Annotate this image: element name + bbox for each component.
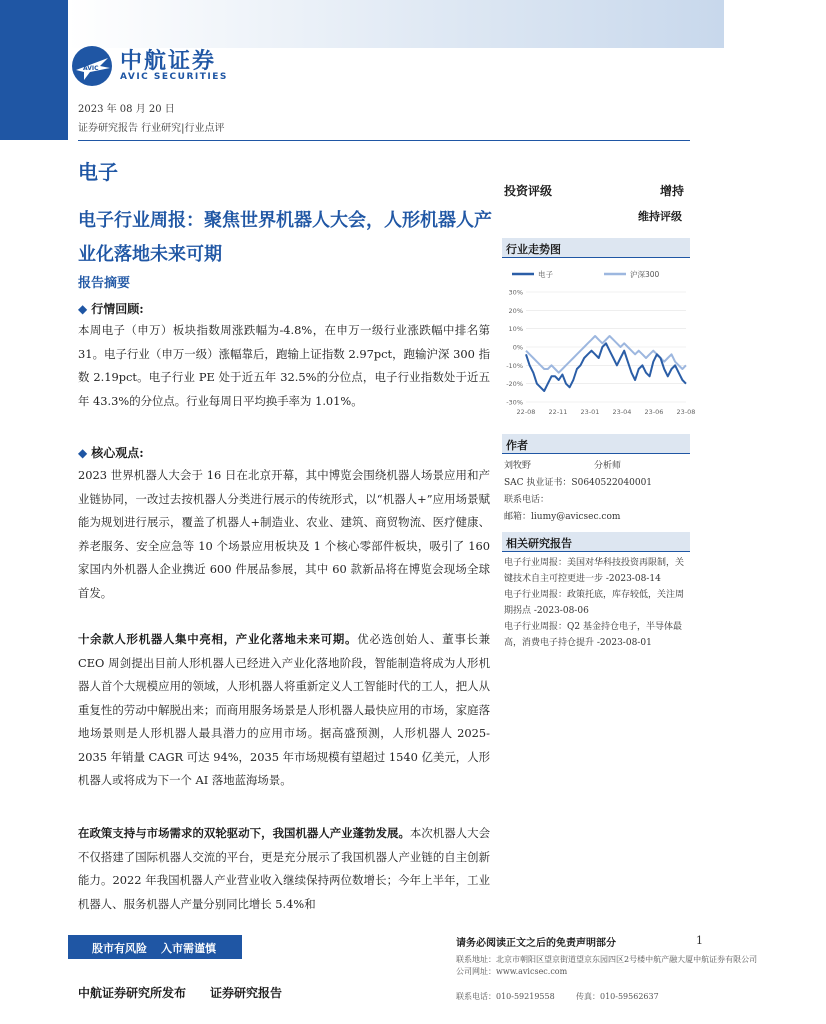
header-divider	[78, 140, 690, 141]
market-review-heading	[78, 300, 144, 317]
related-report-item[interactable]: 电子行业周报：美国对华科技投资再限制，关键技术自主可控更进一步 -2023-08-14	[504, 558, 685, 584]
industry-trend-chart	[502, 262, 696, 430]
analyst-role: 分析师	[594, 461, 622, 471]
sac-number: S0640522040001	[571, 478, 653, 488]
page-number: 1	[696, 934, 703, 947]
logo-english-name: AVIC SECURITIES	[120, 72, 228, 82]
invest-caution-label: 入市需谨慎	[161, 942, 216, 955]
email-address[interactable]: liumy@avicsec.com	[531, 512, 621, 522]
footer-publisher	[78, 984, 306, 1001]
y-tick-label: 0%	[512, 343, 523, 352]
y-tick-label: -10%	[506, 361, 523, 370]
core-views-paragraph-3	[78, 822, 490, 916]
core-views-paragraph-2-lead: 十余款人形机器人集中亮相，产业化落地未来可期。	[78, 632, 358, 646]
authors-heading: 作者	[502, 434, 690, 454]
x-tick-label: 23-06	[644, 408, 664, 416]
logo-chinese-name: 中航证券	[120, 49, 217, 74]
footer-website: 公司网址：www.avicsec.com	[456, 967, 568, 976]
related-report-item[interactable]: 电子行业周报：政策托底，库存较低，关注周期拐点 -2023-08-06	[504, 590, 685, 616]
header-gradient-band	[68, 0, 724, 48]
y-tick-label: -20%	[506, 380, 523, 389]
footer-fax: 传真：010-59562637	[576, 992, 659, 1001]
y-tick-label: -30%	[506, 398, 523, 407]
sac-certificate	[504, 475, 652, 488]
footer-phone: 联系电话：010-59219558	[456, 992, 555, 1001]
core-views-paragraph-3-body: 本次机器人大会不仅搭建了国际机器人交流的平台，更是充分展示了我国机器人产业链的自主创新能力。2022 年我国机器人产业营业收入继续保持两位数增长；今年上半年，工业机器人、服务机器人产量分别同比增长 5.4%和	[78, 826, 490, 911]
x-tick-label: 23-04	[612, 408, 632, 416]
investment-rating-label: 投资评级	[504, 184, 553, 198]
svg-text:AVIC: AVIC	[83, 65, 99, 72]
rating-maintained: 维持评级	[638, 210, 682, 223]
core-views-paragraph-2-body: 优必选创始人、董事长兼 CEO 周剑提出目前人形机器人已经进入产业化落地阶段，智能制造将成为人形机器人首个大规模应用的领域，人形机器人将重新定义人工智能时代的工人，把人从重复性的劳动中解脱出来；而商用服务场景是人形机器人最快应用的市场，家庭落地场景则是人形机器人最具潜力的应用市场。据高盛预测，人形机器人 2025-2035 年销量 CAGR 可达 94%，2035 年市场规模有望超过 1540 亿美元，人形机器人或将成为下一个 AI 落地蓝海场景。	[78, 632, 490, 787]
core-views-heading	[78, 444, 144, 461]
report-date: 2023 年 08 月 20 日	[78, 104, 175, 115]
legend-label: 电子	[538, 270, 553, 279]
company-logo	[70, 42, 240, 92]
report-category-label: 证券研究报告	[210, 986, 283, 1000]
x-tick-label: 22-08	[516, 408, 536, 416]
analyst-email	[504, 509, 620, 522]
core-views-paragraph-2	[78, 628, 490, 793]
core-views-paragraph-3-lead: 在政策支持与市场需求的双轮驱动下，我国机器人产业蓬勃发展。	[78, 826, 410, 840]
y-tick-label: 20%	[508, 306, 523, 315]
disclaimer-notice: 请务必阅读正文之后的免责声明部分	[456, 938, 616, 949]
abstract-heading: 报告摘要	[78, 276, 131, 291]
industry-trend-heading: 行业走势图	[502, 238, 690, 258]
series-line-csi300	[526, 336, 686, 373]
analyst-name: 刘牧野	[504, 461, 532, 471]
footer-address: 联系地址：北京市朝阳区望京街道望京东园四区2号楼中航产融大厦中航证券有限公司	[456, 955, 758, 964]
contact-phone-label: 联系电话：	[504, 495, 550, 505]
related-reports-heading: 相关研究报告	[502, 532, 690, 552]
x-tick-label: 22-11	[548, 408, 568, 416]
market-review-text: 本周电子（申万）板块指数周涨跌幅为-4.8%，在申万一级行业涨跌幅中排名第31。电子行业（申万一级）涨幅靠后，跑输上证指数 2.97pct，跑输沪深 300 指数 2.19pct。电子行业 PE 处于近五年 32.5%的分位点，电子行业指数处于近五年 43.3%的分位点。行业每周日平均换手率为 1.01%。	[78, 323, 490, 408]
market-review-heading-text: 行情回顾:	[91, 302, 144, 316]
legend-label: 沪深300	[630, 270, 660, 279]
risk-warning-bar	[68, 935, 242, 959]
core-views-paragraph-1: 2023 世界机器人大会于 16 日在北京开幕，其中博览会围绕机器人场景应用和产业链协同，一改过去按机器人分类进行展示的传统形式，以“机器人+”应用场景赋能为规划进行展示，覆盖了机器人+制造业、农业、建筑、商贸物流、医疗健康、养老服务、安全应急等 10 个场景应用板块及 1 个核心零部件板块，吸引了 160 家国内外机器人企业携近 600 件展品参展，其中 60 款新品将在博览会现场全球首发。	[78, 468, 490, 600]
y-tick-label: 30%	[508, 288, 523, 297]
related-report-item[interactable]: 电子行业周报：Q2 基金持仓电子，半导体最高，消费电子持仓提升 -2023-08-01	[504, 622, 682, 648]
investment-rating-value: 增持	[660, 184, 685, 198]
risk-label: 股市有风险	[92, 942, 147, 955]
publisher-label: 中航证券研究所发布	[78, 986, 187, 1000]
header-accent-strip	[0, 0, 68, 140]
x-tick-label: 23-08	[676, 408, 696, 416]
core-views-heading-text: 核心观点:	[91, 446, 144, 460]
sac-label: SAC 执业证书：	[504, 478, 572, 488]
email-label: 邮箱：	[504, 512, 532, 522]
x-tick-label: 23-01	[580, 408, 600, 416]
diamond-bullet-icon: ◆	[78, 446, 88, 460]
report-type: 证券研究报告 行业研究|行业点评	[78, 123, 225, 134]
y-tick-label: 10%	[508, 325, 523, 334]
report-title: 电子行业周报：聚焦世界机器人大会，人形机器人产业化落地未来可期	[78, 210, 492, 265]
avic-logo-icon	[70, 44, 114, 88]
diamond-bullet-icon: ◆	[78, 302, 88, 316]
industry-label: 电子	[78, 160, 118, 184]
